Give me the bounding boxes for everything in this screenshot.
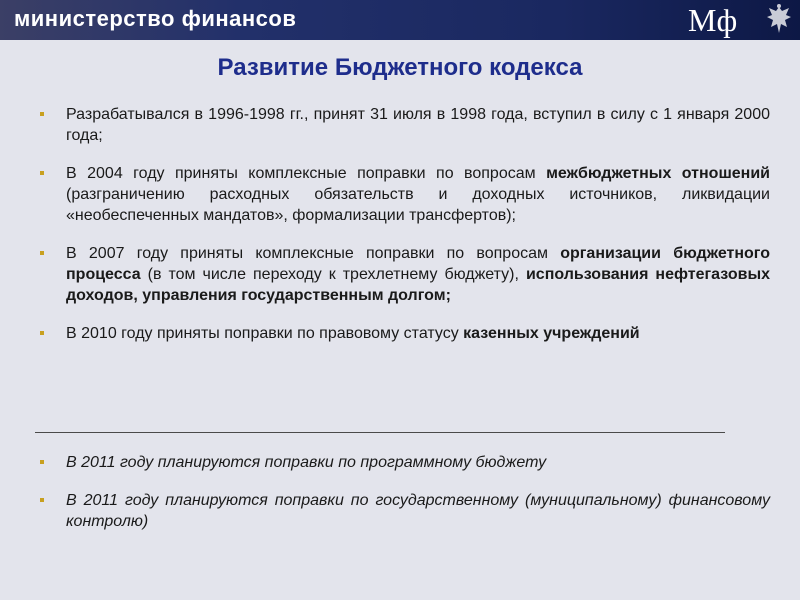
slide-title: Развитие Бюджетного кодекса <box>217 54 583 81</box>
bullet-icon <box>40 171 44 175</box>
bullet-icon <box>40 460 44 464</box>
section-divider <box>35 432 725 433</box>
planned-text: В 2011 году планируются поправки по программному бюджету <box>66 454 547 471</box>
double-headed-eagle-icon <box>763 3 795 37</box>
list-item <box>40 104 770 146</box>
mf-logo-icon <box>688 2 760 38</box>
item-emphasis: организации бюджетного процесса <box>66 245 771 283</box>
item-emphasis: межбюджетных отношений <box>546 165 771 182</box>
list-item <box>40 452 770 473</box>
bullet-icon <box>40 498 44 502</box>
item-text: (в том числе переходу к трехлетнему бюджету), <box>140 266 526 283</box>
list-item <box>40 163 770 226</box>
list-item <box>40 490 770 532</box>
bullet-icon <box>40 331 44 335</box>
bullet-icon <box>40 251 44 255</box>
item-text: (разграничению расходных обязательств и доходных источников, ликвидации «необеспеченных мандатов», формализации трансфертов); <box>66 186 770 224</box>
item-emphasis: казенных учреждений <box>463 325 640 342</box>
planned-text: В 2011 году планируются поправки по государственному (муниципальному) финансовому контролю) <box>66 492 770 530</box>
list-item <box>40 243 770 306</box>
item-text: Разрабатывался в 1996-1998 гг., принят 31 июля в 1998 года, вступил в силу с 1 января 2000 года; <box>66 106 770 144</box>
planned-bullet-list <box>40 452 770 549</box>
item-text: В 2007 году приняты комплексные поправки по вопросам <box>66 245 561 262</box>
logo-text: Мф <box>688 2 738 38</box>
ministry-title: министерство финансов <box>14 6 297 31</box>
item-text: В 2010 году приняты поправки по правовому статусу <box>66 325 464 342</box>
bullet-icon <box>40 112 44 116</box>
header-bar <box>0 0 800 40</box>
item-text: В 2004 году приняты комплексные поправки по вопросам <box>66 165 547 182</box>
main-bullet-list <box>40 104 770 361</box>
list-item <box>40 323 770 344</box>
item-emphasis: использования нефтегазовых доходов, управления государственным долгом; <box>66 266 771 304</box>
